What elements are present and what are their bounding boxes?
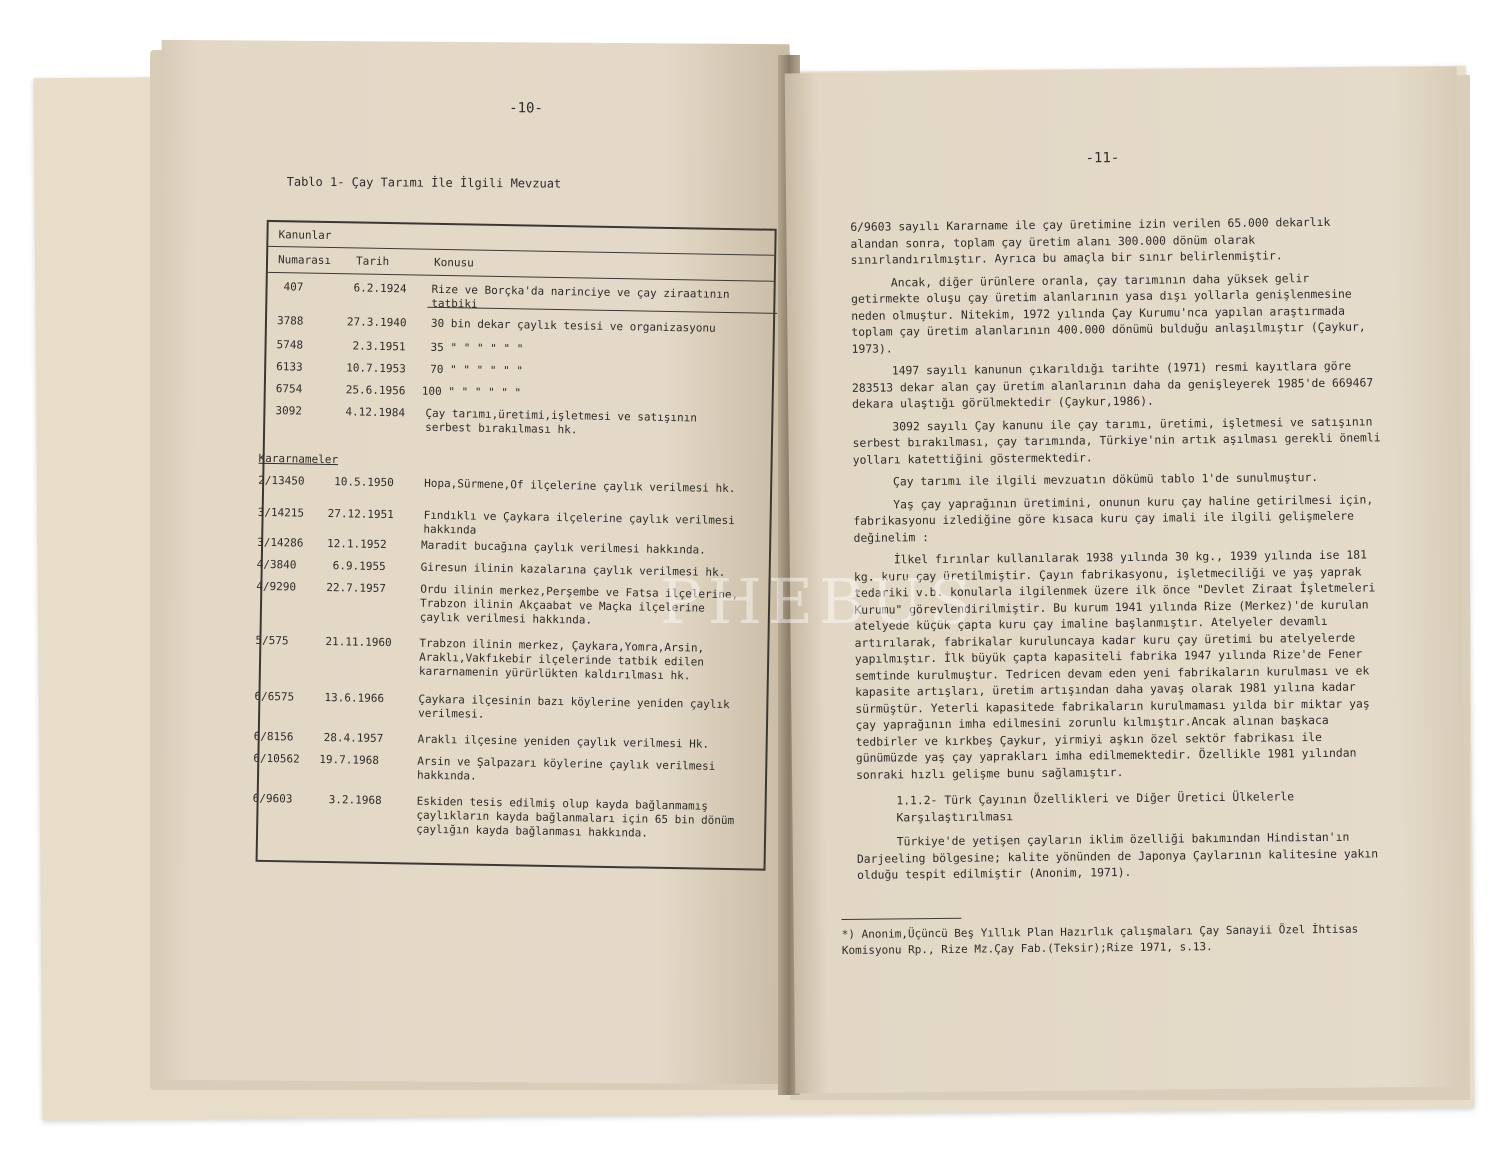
law-date: 6.2.1924 (353, 281, 407, 296)
column-header: Tarih (355, 254, 390, 269)
decree-subject: Maradit bucağına çaylık verilmesi hakkında. (420, 538, 706, 557)
paragraph: Çay tarımı ile ilgili mevzuatın dökümü tablo 1'de sunulmuştur. (892, 469, 1319, 489)
decree-subject: Giresun ilinin kazalarına çaylık verilmesi hk. (420, 560, 726, 579)
decree-number: 6/8156 (253, 729, 294, 744)
table-title: Tablo 1- Çay Tarımı İle İlgili Mevzuat (286, 174, 562, 191)
decree-date: 6.9.1955 (332, 559, 386, 574)
decree-subject: Trabzon ilinin merkez, Çaykara,Yomra,Arsin, Araklı,Vakfıkebir ilçelerinde tatbik edilen kararnamenin yürürlükten kaldırılması hk. (418, 636, 705, 683)
decree-number: 3/14286 (257, 535, 304, 550)
decree-number: 6/10562 (253, 751, 300, 766)
decree-number: 3/14215 (257, 505, 305, 520)
decree-subject: Araklı ilçesine yeniden çaylık verilmesi Hk. (417, 732, 710, 751)
decree-subject: Eskiden tesis edilmiş olup kayda bağlanmamış çaylıkların kayda bağlanmaları için 65 bin dönüm çaylığın kayda bağlanması hakkında. (416, 794, 735, 840)
decree-number: 6/9603 (252, 791, 293, 806)
page-number: -10- (509, 100, 543, 117)
decree-subject: Hopa,Sürmene,Of ilçelerine çaylık verilmesi hk. (424, 476, 736, 496)
law-subject: 30 bin dekar çaylık tesisi ve organizasyonu (430, 316, 716, 335)
paragraph: Türkiye'de yetişen çayların iklim özelliği bakımından Hindistan'ın Darjeeling bölgesine; kalite yönünden de Japonya Çaylarının kalitesine yakın olduğu tespit edilmiştir (Anonim, 1971). (856, 829, 1379, 882)
column-header: Numarası (277, 253, 332, 268)
decree-number: 2/13450 (258, 473, 305, 488)
decree-date: 12.1.1952 (327, 537, 387, 552)
left-page (154, 40, 789, 1084)
footnote-rule (842, 918, 962, 920)
law-number: 3092 (275, 404, 303, 418)
decree-date: 28.4.1957 (323, 730, 384, 746)
law-subject: 35 " " " " " " (430, 340, 524, 356)
decree-date: 21.11.1960 (325, 634, 392, 650)
law-date: 27.3.1940 (346, 315, 407, 330)
table-rule (268, 246, 774, 256)
decree-number: 5/575 (255, 633, 289, 648)
decree-date: 3.2.1968 (328, 793, 382, 807)
law-number: 5748 (276, 338, 304, 352)
decree-date: 13.6.1966 (324, 690, 385, 706)
decree-subject: Çaykara ilçesinin bazı köylerine yeniden çaylık verilmesi. (418, 692, 730, 721)
decree-subject: Fındıklı ve Çaykara ilçelerine çaylık verilmesi hakkında (423, 508, 735, 537)
laws-section-label: Kanunlar (278, 228, 332, 243)
law-subject: Çay tarımı,üretimi,işletmesi ve satışının serbest bırakılması hk. (425, 406, 698, 437)
law-number: 6133 (276, 360, 303, 374)
section-heading: 1.1.2- Türk Çayının Özellikleri ve Diğer Üretici Ülkelerle Karşılaştırılması (896, 789, 1295, 824)
law-number: 3788 (276, 314, 304, 328)
law-subject: 70 " " " " " " (430, 362, 523, 378)
paragraph: Yaş çay yaprağının üretimini, onunun kuru çay haline getirilmesi için, fabrikasyonu izlediğine göre kısaca kuru çay imali ile ilgili gelişmelere değinelim : (853, 491, 1374, 545)
decree-subject: Ordu ilinin merkez,Perşembe ve Fatsa ilçelerine, Trabzon ilinin Akçaabat ve Maçka ilçelerine çaylık verilmesi hakkında. (419, 582, 739, 627)
paragraph: Ancak, diğer ürünlere oranla, çay tarımının daha yüksek gelir getirmekte oluşu çay üretim alanlarının yasa dışı yollarla genişlenmesine neden olmuştur. Nitekim, 1972 yılında Çay Kurumu'nca yapılan araştırmada toplam çay üretim alanlarının 400.000 dönümü bulduğu anlaşılmıştır (Çaykur, 1973). (850, 270, 1366, 356)
decree-date: 19.7.1968 (319, 752, 380, 767)
table-rule (268, 272, 774, 282)
decree-number: 4/3840 (256, 557, 297, 572)
watermark: PHEBUS (660, 565, 978, 638)
decree-number: 4/9290 (256, 579, 297, 594)
paragraph: İlkel fırınlar kullanılarak 1938 yılında 30 kg., 1939 yılında ise 181 kg. kuru çay üretilmiştir. Çayın fabrikasyonu, işletmeciliği ve yaş yaprak tedariki v.b. konularla ilgilenmek üzere ilk önce "Devlet Ziraat İşletmeleri Kurumu" görevlendirilmiştir. Bu kurum 1941 yılında Rize (Merkez)'de kurulan atelyede küçük çapta kuru çay imaline başlanmıştır. Atelyeler devamlı artırılarak, fabrikalar kuruluncaya kadar kuru çay üretimi bu atelyelerde yapılmıştır. İlk büyük çapta kapasiteli fabrika 1947 yılında Rize'de Fener semtinde kurulmuştur. Tedricen devam eden yeni fabrikaların kurulması ve ek kapasite artışları, üretim artışından daha yavaş olarak 1981 yılına kadar sürmüştür. Yeterli kapasitede fabrikaların kurulmaması yılda bir miktar yaş çay yaprağının imha edilmesini zorunlu kılmıştır.Ancak alınan başkaca tedbirler ve kırkbeş Çaykur, yirmiyi aşkın özel sektör fabrikası ile günümüzde yaş çay yaprakları imha edilmemektedir. Özellikle 1981 yılından sonraki hızlı gelişme bunu sağlamıştır. (853, 547, 1376, 782)
paragraph: 3092 sayılı Çay kanunu ile çay tarımı, üretimi, işletmesi ve satışının serbest bırakılması, çay tarımında, Türkiye'nin artık aşılması gerekli önemli yolları katettiğini göstermektedir. (852, 413, 1381, 467)
law-date: 10.7.1953 (346, 361, 406, 376)
paragraph: 1497 sayılı kanunun çıkarıldığı tarihte (1971) resmi kayıtlara göre 283513 dekar alan çay üretim alanlarının daha da genişleyerek 1985'de 669467 dekara ulaştığı görülmektedir (Çaykur,1986). (851, 358, 1374, 411)
paragraph: 6/9603 sayılı Kararname ile çay üretimine izin verilen 65.000 dekarlık alandan sonra, toplam çay üretim alanı 300.000 dönüm olarak sınırlandırılmıştır. Ayrıca bu amaçla bir sınır belirlenmiştir. (850, 214, 1331, 267)
footnote: *) Anonim,Üçüncü Beş Yıllık Plan Hazırlık çalışmaları Çay Sanayii Özel İhtisas Komisyonu Rp., Rize Mz.Çay Fab.(Teksir);Rize 1971, s.13. (841, 922, 1359, 957)
column-header: Konusu (433, 255, 474, 270)
decree-subject: Arsin ve Şalpazarı köylerine çaylık verilmesi hakkında. (416, 754, 716, 783)
decree-date: 10.5.1950 (334, 475, 394, 490)
law-date: 25.6.1956 (345, 383, 406, 398)
law-number: 407 (283, 280, 304, 294)
law-number: 6754 (275, 382, 303, 396)
decrees-section-label: Kararnameler (258, 451, 339, 467)
decree-date: 27.12.1951 (327, 507, 394, 522)
page-number: -11- (1085, 150, 1120, 167)
decree-number: 6/6575 (254, 689, 295, 704)
law-date: 2.3.1951 (352, 339, 406, 354)
law-date: 4.12.1984 (345, 405, 406, 420)
body-text (850, 213, 1387, 889)
law-subject: 100 " " " " " " (421, 384, 522, 400)
decree-date: 22.7.1957 (326, 581, 387, 596)
law-subject: Rize ve Borçka'da narinciye ve çay ziraatının tatbiki (431, 282, 730, 311)
legislation-table (252, 220, 777, 871)
